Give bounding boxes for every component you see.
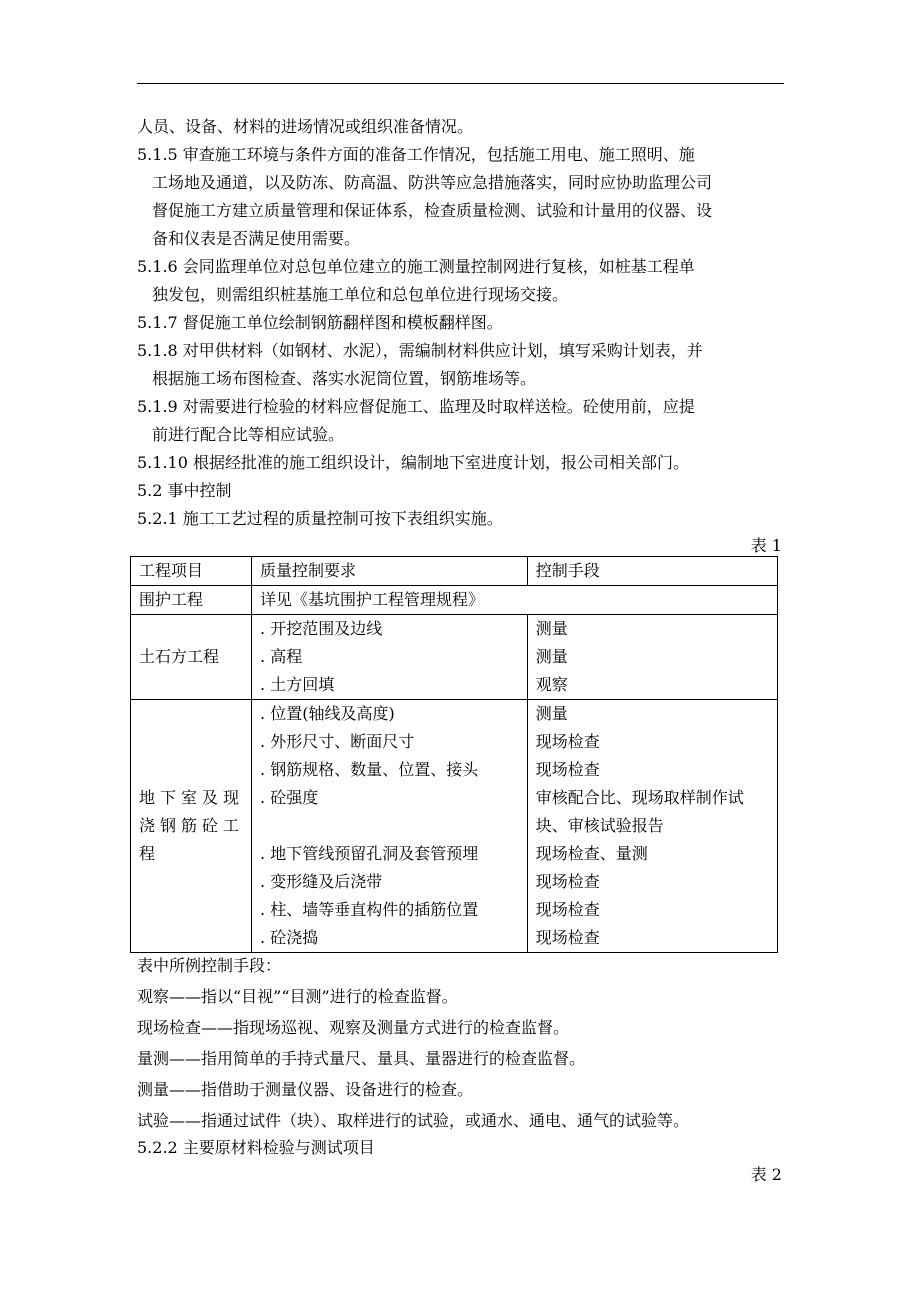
- table-1-label: 表 1: [750, 536, 782, 555]
- text-line: 5.1.5 审查施工环境与条件方面的准备工作情况，包括施工用电、施工照明、施: [137, 145, 695, 164]
- section-5-1-10: 5.1.10 根据经批准的施工组织设计，编制地下室进度计划，报公司相关部门。: [137, 453, 689, 472]
- text-line: 备和仪表是否满足使用需要。: [152, 229, 361, 248]
- header-rule: [137, 83, 784, 84]
- requirement-line: . 土方回填: [260, 675, 335, 694]
- text-line: 5.1.9 对需要进行检验的材料应督促施工、监理及时取样送检。砼使用前，应提: [137, 397, 695, 416]
- requirement-line: . 砼强度: [260, 788, 319, 807]
- means-line: 审核配合比、现场取样制作试: [535, 788, 744, 807]
- item-text: 地下室及现浇钢筋砼工程: [139, 788, 245, 863]
- means-line: 现场检查: [535, 928, 600, 947]
- section-5-2-2: 5.2.2 主要原材料检验与测试项目: [137, 1138, 375, 1157]
- requirement-line: . 柱、墙等垂直构件的插筋位置: [260, 900, 479, 919]
- header-cell: 控制手段: [527, 557, 777, 586]
- means-line: 现场检查、量测: [535, 844, 648, 863]
- table-row: [131, 615, 778, 700]
- note-line: 现场检查——指现场巡视、观察及测量方式进行的检查监督。: [137, 1018, 570, 1037]
- means-line: 现场检查: [535, 732, 600, 751]
- table-row: [131, 586, 778, 615]
- means-line: 测量: [535, 619, 568, 638]
- requirement-line: . 开挖范围及边线: [260, 619, 383, 638]
- means-line: 测量: [535, 647, 568, 666]
- requirement-line: . 地下管线预留孔洞及套管预埋: [260, 844, 479, 863]
- item-cell: 围护工程: [131, 586, 252, 615]
- text-line: 5.1.8 对甲供材料（如钢材、水泥），需编制材料供应计划，填写采购计划表，并: [137, 341, 703, 360]
- section-5-1-7: 5.1.7 督促施工单位绘制钢筋翻样图和模板翻样图。: [137, 313, 503, 332]
- table-row: [131, 700, 778, 953]
- means-cell: [527, 700, 777, 953]
- requirement-line: . 位置(轴线及高度): [260, 704, 395, 723]
- header-cell: 质量控制要求: [252, 557, 528, 586]
- means-line: 现场检查: [535, 900, 600, 919]
- note-line: 试验——指通过试件（块）、取样进行的试验，或通水、通电、通气的试验等。: [137, 1111, 690, 1130]
- requirement-line: . 高程: [260, 647, 303, 666]
- text-line: 前进行配合比等相应试验。: [152, 425, 345, 444]
- text-line: 5.1.6 会同监理单位对总包单位建立的施工测量控制网进行复核，如桩基工程单: [137, 257, 695, 276]
- requirement-cell: [252, 700, 528, 953]
- note-line: 观察——指以“目视”“目测”进行的检查监督。: [137, 987, 458, 1006]
- item-cell: 土石方工程: [131, 615, 252, 700]
- requirement-line: . 钢筋规格、数量、位置、接头: [260, 760, 479, 779]
- text-line: 工场地及通道，以及防冻、防高温、防洪等应急措施落实，同时应协助监理公司: [152, 173, 713, 192]
- table-header-row: [131, 557, 778, 586]
- requirement-line: . 外形尺寸、断面尺寸: [260, 732, 415, 751]
- header-cell: 工程项目: [131, 557, 252, 586]
- text-line: 督促施工方建立质量管理和保证体系，检查质量检测、试验和计量用的仪器、设: [152, 201, 713, 220]
- means-line: 观察: [535, 675, 568, 694]
- means-cell: [527, 615, 777, 700]
- heading-5-2: 5.2 事中控制: [137, 481, 232, 500]
- text-line: 独发包，则需组织桩基施工单位和总包单位进行现场交接。: [152, 285, 569, 304]
- requirement-cell: [252, 615, 528, 700]
- requirement-line: [260, 812, 527, 840]
- note-line: 量测——指用简单的手持式量尺、量具、量器进行的检查监督。: [137, 1049, 586, 1068]
- requirement-line: . 砼浇捣: [260, 928, 319, 947]
- means-line: 测量: [535, 704, 568, 723]
- item-cell: [131, 700, 252, 953]
- table-2-label: 表 2: [750, 1165, 782, 1184]
- quality-control-table: [130, 556, 778, 953]
- text-line: 根据施工场布图检查、落实水泥筒位置，钢筋堆场等。: [152, 369, 537, 388]
- section-5-2-1: 5.2.1 施工工艺过程的质量控制可按下表组织实施。: [137, 509, 503, 528]
- means-line: 现场检查: [535, 872, 600, 891]
- notes-title: 表中所例控制手段：: [137, 956, 282, 975]
- note-line: 测量——指借助于测量仪器、设备进行的检查。: [137, 1080, 474, 1099]
- means-line: 现场检查: [535, 760, 600, 779]
- means-line: 块、审核试验报告: [535, 816, 664, 835]
- requirement-cell: 详见《基坑围护工程管理规程》: [252, 586, 778, 615]
- paragraph-continuation: 人员、设备、材料的进场情况或组织准备情况。: [137, 117, 474, 136]
- requirement-line: . 变形缝及后浇带: [260, 872, 383, 891]
